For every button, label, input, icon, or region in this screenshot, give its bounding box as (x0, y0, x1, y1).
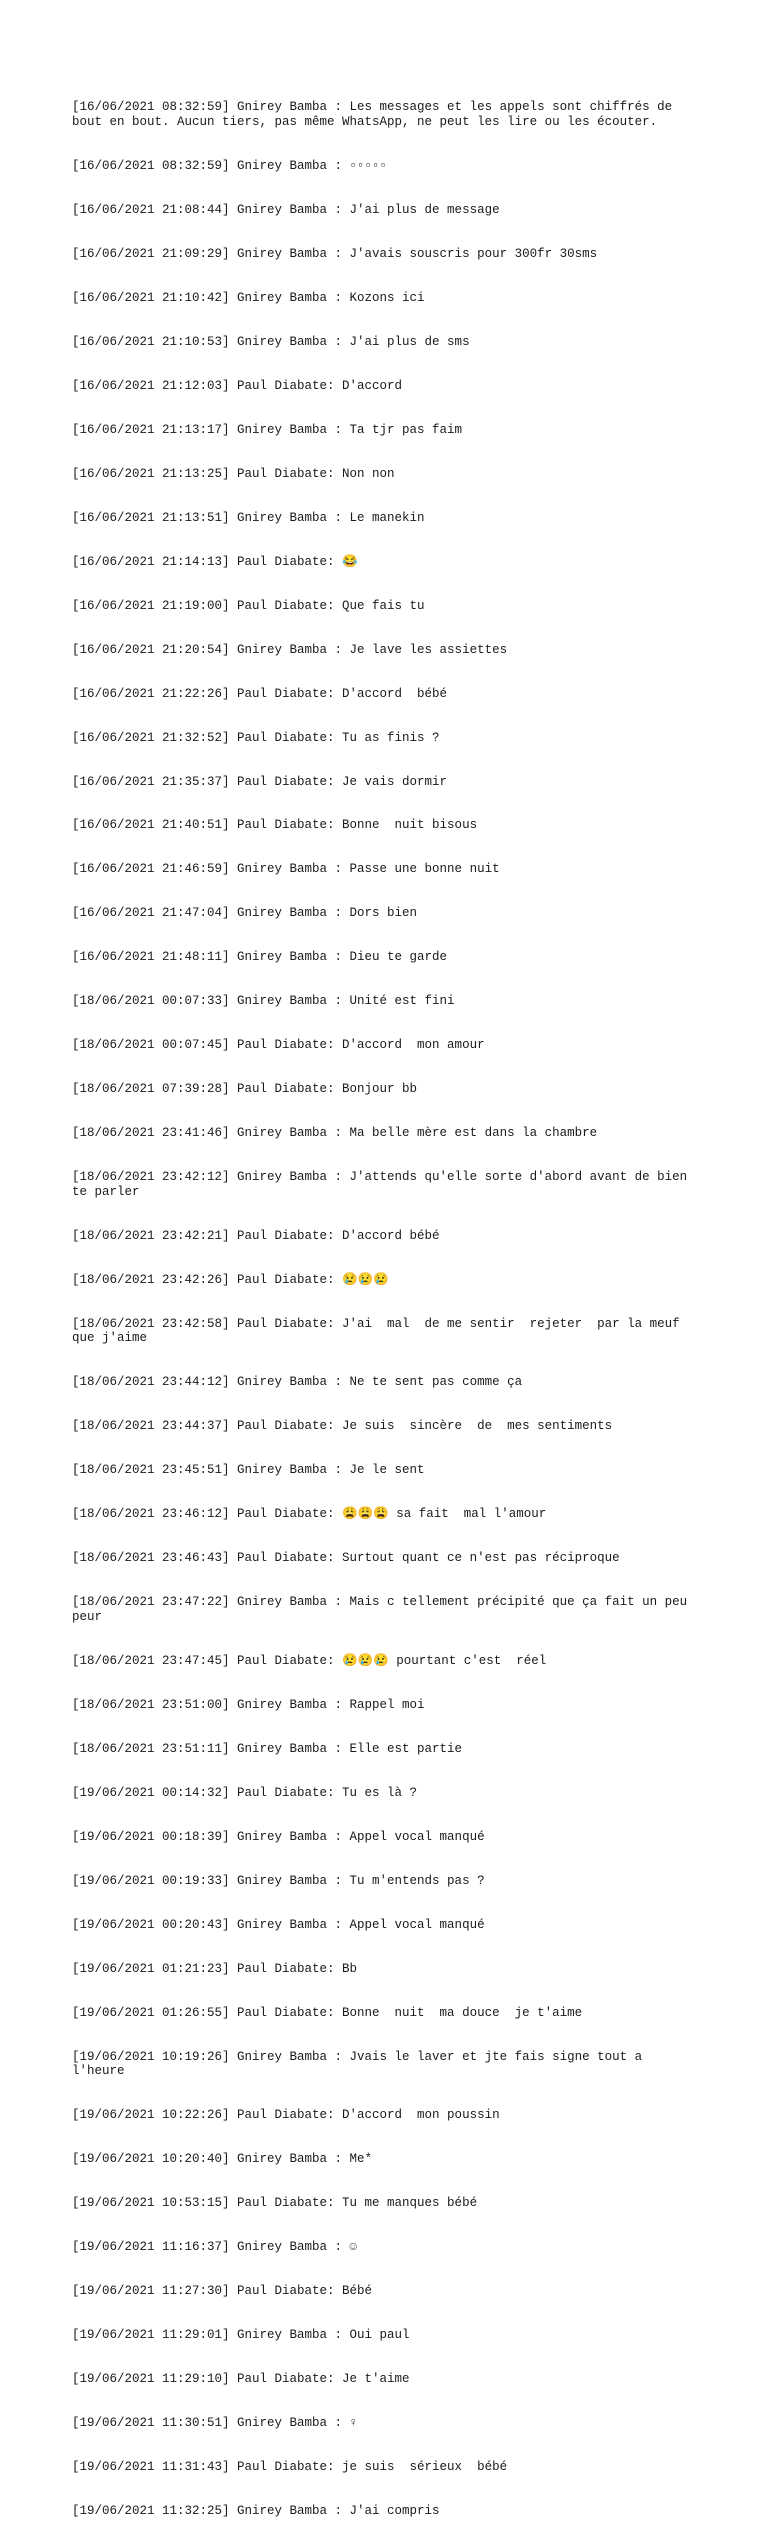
message-line: [16/06/2021 21:47:04] Gnirey Bamba : Dors bien (72, 906, 418, 921)
message-line: [19/06/2021 01:26:55] Paul Diabate: Bonne nuit ma douce je t'aime (72, 2005, 583, 2020)
message-line: [18/06/2021 23:42:58] Paul Diabate: J'ai mal de me sentir rejeter par la meuf que j'aime (72, 1316, 688, 1346)
message-line: [16/06/2021 21:12:03] Paul Diabate: D'accord (72, 378, 403, 393)
message-line: [19/06/2021 10:19:26] Gnirey Bamba : Jvais le laver et jte fais signe tout a l'heure (72, 2049, 650, 2079)
message-line: [16/06/2021 21:14:13] Paul Diabate: 😂 (72, 554, 358, 569)
message-line: [18/06/2021 23:45:51] Gnirey Bamba : Je le sent (72, 1463, 425, 1478)
message-line: [19/06/2021 10:20:40] Gnirey Bamba : Me* (72, 2152, 373, 2167)
message-line: [19/06/2021 00:14:32] Paul Diabate: Tu es là ? (72, 1785, 418, 1800)
message-line: [19/06/2021 11:29:01] Gnirey Bamba : Oui paul (72, 2328, 410, 2343)
message-line: [18/06/2021 23:44:37] Paul Diabate: Je suis sincère de mes sentiments (72, 1419, 613, 1434)
message-line: [18/06/2021 23:42:21] Paul Diabate: D'accord bébé (72, 1228, 440, 1243)
message-line: [16/06/2021 21:35:37] Paul Diabate: Je vais dormir (72, 774, 448, 789)
message-line: [16/06/2021 21:40:51] Paul Diabate: Bonne nuit bisous (72, 818, 478, 833)
message-line: [19/06/2021 00:20:43] Gnirey Bamba : Appel vocal manqué (72, 1917, 485, 1932)
message-line: [18/06/2021 23:42:26] Paul Diabate: 😢😢😢 (72, 1272, 389, 1287)
message-line: [18/06/2021 23:46:12] Paul Diabate: 😩😩😩 sa fait mal l'amour (72, 1507, 547, 1522)
message-line: [19/06/2021 11:29:10] Paul Diabate: Je t'aime (72, 2372, 410, 2387)
message-line: [19/06/2021 11:31:43] Paul Diabate: je suis sérieux bébé (72, 2459, 508, 2474)
message-line: [16/06/2021 08:32:59] Gnirey Bamba : ▫▫▫▫▫ (72, 158, 388, 173)
message-line: [16/06/2021 21:10:42] Gnirey Bamba : Kozons ici (72, 290, 425, 305)
message-line: [16/06/2021 21:22:26] Paul Diabate: D'accord bébé (72, 686, 448, 701)
message-line: [16/06/2021 21:08:44] Gnirey Bamba : J'ai plus de message (72, 202, 500, 217)
message-line: [18/06/2021 23:41:46] Gnirey Bamba : Ma belle mère est dans la chambre (72, 1126, 598, 1141)
message-line: [16/06/2021 21:13:25] Paul Diabate: Non non (72, 466, 395, 481)
message-line: [18/06/2021 23:51:00] Gnirey Bamba : Rappel moi (72, 1697, 425, 1712)
message-line: [18/06/2021 23:42:12] Gnirey Bamba : J'attends qu'elle sorte d'abord avant de bien te parler (72, 1170, 695, 1199)
message-line: [16/06/2021 08:32:59] Gnirey Bamba : Les messages et les appels sont chiffrés de bout en bout. Aucun tiers, pas même WhatsApp, ne peut les lire ou les écouter. (72, 100, 680, 129)
message-line: [19/06/2021 11:16:37] Gnirey Bamba : ☺ (72, 2240, 358, 2255)
message-line: [18/06/2021 23:46:43] Paul Diabate: Surtout quant ce n'est pas réciproque (72, 1551, 620, 1566)
message-line: [19/06/2021 00:19:33] Gnirey Bamba : Tu m'entends pas ? (72, 1873, 485, 1888)
message-line: [19/06/2021 11:32:25] Gnirey Bamba : J'ai compris (72, 2503, 440, 2518)
message-line: [16/06/2021 21:20:54] Gnirey Bamba : Je lave les assiettes (72, 642, 508, 657)
message-line: [19/06/2021 10:22:26] Paul Diabate: D'accord mon poussin (72, 2108, 500, 2123)
message-line: [16/06/2021 21:32:52] Paul Diabate: Tu as finis ? (72, 730, 440, 745)
message-line: [16/06/2021 21:46:59] Gnirey Bamba : Passe une bonne nuit (72, 862, 500, 877)
message-line: [18/06/2021 23:44:12] Gnirey Bamba : Ne te sent pas comme ça (72, 1375, 523, 1390)
message-line: [19/06/2021 01:21:23] Paul Diabate: Bb (72, 1961, 358, 1976)
message-line: [19/06/2021 11:27:30] Paul Diabate: Bébé (72, 2284, 373, 2299)
message-line: [16/06/2021 21:19:00] Paul Diabate: Que fais tu (72, 598, 425, 613)
message-line: [18/06/2021 23:47:22] Gnirey Bamba : Mais c tellement précipité que ça fait un peu peur (72, 1595, 695, 1624)
message-line: [18/06/2021 07:39:28] Paul Diabate: Bonjour bb (72, 1082, 418, 1097)
message-line: [16/06/2021 21:10:53] Gnirey Bamba : J'ai plus de sms (72, 334, 470, 349)
message-line: [19/06/2021 00:18:39] Gnirey Bamba : Appel vocal manqué (72, 1829, 485, 1844)
message-line: [18/06/2021 23:47:45] Paul Diabate: 😢😢😢 pourtant c'est réel (72, 1653, 547, 1668)
message-line: [19/06/2021 10:53:15] Paul Diabate: Tu me manques bébé (72, 2196, 478, 2211)
chat-transcript (72, 71, 696, 2533)
message-line: [16/06/2021 21:09:29] Gnirey Bamba : J'avais souscris pour 300fr 30sms (72, 246, 598, 261)
message-line: [18/06/2021 00:07:33] Gnirey Bamba : Unité est fini (72, 994, 455, 1009)
message-line: [16/06/2021 21:48:11] Gnirey Bamba : Dieu te garde (72, 950, 448, 965)
message-line: [18/06/2021 00:07:45] Paul Diabate: D'accord mon amour (72, 1038, 485, 1053)
message-line: [19/06/2021 11:30:51] Gnirey Bamba : ♀ (72, 2416, 358, 2430)
message-line: [16/06/2021 21:13:17] Gnirey Bamba : Ta tjr pas faim (72, 422, 463, 437)
message-line: [18/06/2021 23:51:11] Gnirey Bamba : Elle est partie (72, 1741, 463, 1756)
message-line: [16/06/2021 21:13:51] Gnirey Bamba : Le manekin (72, 510, 425, 525)
